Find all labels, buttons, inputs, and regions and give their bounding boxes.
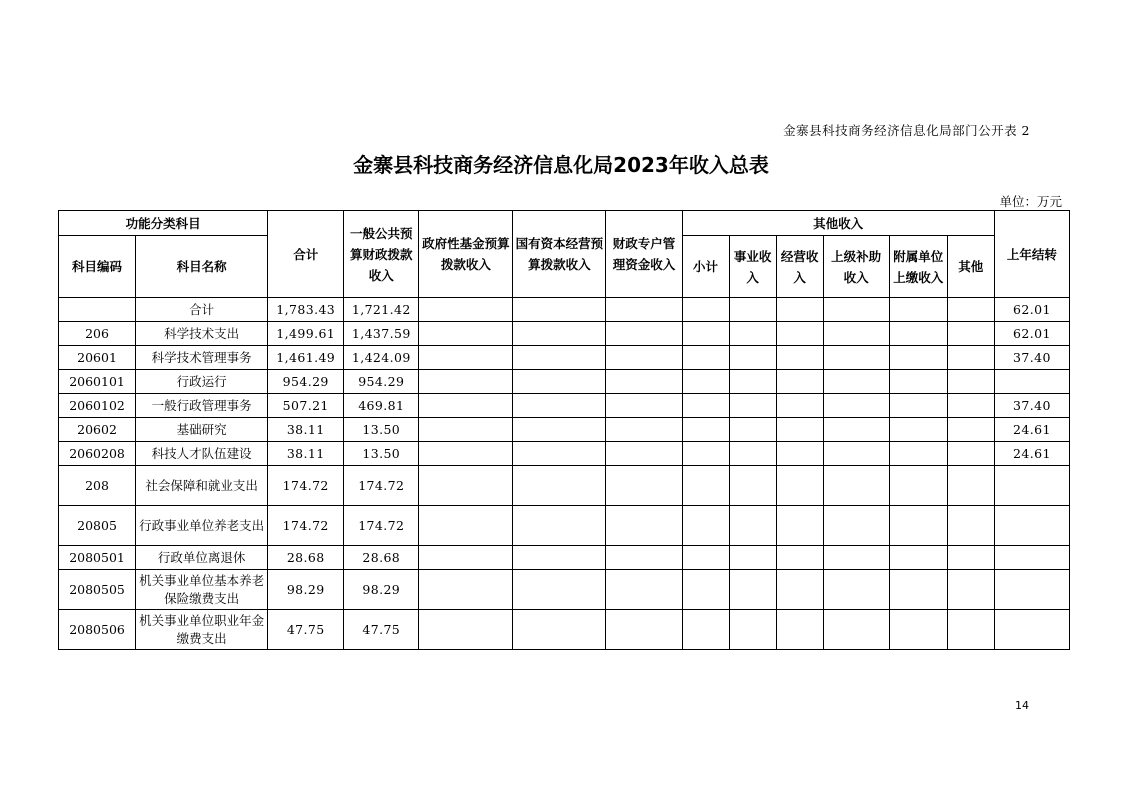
cell-empty	[776, 570, 823, 610]
cell-empty	[947, 546, 994, 570]
cell-code: 208	[59, 466, 136, 506]
cell-empty	[776, 298, 823, 322]
cell-general: 13.50	[344, 442, 419, 466]
header-note: 金寨县科技商务经济信息化局部门公开表 2	[783, 123, 1030, 138]
cell-carryover	[994, 506, 1069, 546]
cell-total: 28.68	[268, 546, 344, 570]
cell-empty	[729, 570, 776, 610]
table-row	[59, 610, 1070, 650]
table-row	[59, 546, 1070, 570]
cell-empty	[513, 570, 606, 610]
cell-code: 2080505	[59, 570, 136, 610]
cell-empty	[729, 298, 776, 322]
cell-empty	[419, 298, 513, 322]
cell-carryover	[994, 570, 1069, 610]
cell-empty	[776, 506, 823, 546]
cell-empty	[513, 394, 606, 418]
cell-empty	[419, 370, 513, 394]
cell-empty	[419, 394, 513, 418]
header-affiliated: 附属单位上缴收入	[889, 236, 947, 298]
cell-empty	[682, 298, 729, 322]
cell-carryover	[994, 466, 1069, 506]
cell-empty	[889, 442, 947, 466]
cell-empty	[606, 442, 682, 466]
cell-empty	[776, 418, 823, 442]
cell-empty	[889, 418, 947, 442]
cell-empty	[776, 610, 823, 650]
cell-empty	[513, 466, 606, 506]
cell-name: 行政单位离退休	[136, 546, 268, 570]
cell-empty	[682, 370, 729, 394]
table-row	[59, 442, 1070, 466]
cell-empty	[889, 394, 947, 418]
cell-empty	[682, 506, 729, 546]
cell-code	[59, 298, 136, 322]
header-total: 合计	[268, 211, 344, 298]
cell-empty	[419, 546, 513, 570]
cell-total: 47.75	[268, 610, 344, 650]
cell-general: 174.72	[344, 466, 419, 506]
table-row	[59, 346, 1070, 370]
cell-empty	[513, 610, 606, 650]
cell-code: 2060101	[59, 370, 136, 394]
cell-name: 科学技术管理事务	[136, 346, 268, 370]
cell-empty	[606, 546, 682, 570]
cell-empty	[513, 346, 606, 370]
cell-total: 38.11	[268, 442, 344, 466]
cell-name: 行政事业单位养老支出	[136, 506, 268, 546]
table-row	[59, 506, 1070, 546]
cell-carryover	[994, 370, 1069, 394]
cell-code: 20601	[59, 346, 136, 370]
cell-empty	[729, 322, 776, 346]
cell-empty	[889, 346, 947, 370]
cell-total: 954.29	[268, 370, 344, 394]
cell-empty	[606, 610, 682, 650]
cell-empty	[729, 418, 776, 442]
cell-empty	[606, 506, 682, 546]
cell-empty	[513, 370, 606, 394]
cell-total: 1,783.43	[268, 298, 344, 322]
cell-name: 合计	[136, 298, 268, 322]
cell-empty	[419, 346, 513, 370]
cell-empty	[823, 442, 889, 466]
cell-empty	[606, 418, 682, 442]
header-carryover: 上年结转	[994, 211, 1069, 298]
cell-carryover	[994, 546, 1069, 570]
cell-name: 基础研究	[136, 418, 268, 442]
cell-empty	[889, 546, 947, 570]
cell-empty	[606, 370, 682, 394]
cell-empty	[606, 394, 682, 418]
cell-empty	[682, 570, 729, 610]
cell-code: 20805	[59, 506, 136, 546]
cell-empty	[823, 322, 889, 346]
cell-empty	[823, 418, 889, 442]
cell-general: 469.81	[344, 394, 419, 418]
cell-empty	[947, 442, 994, 466]
cell-empty	[947, 322, 994, 346]
cell-code: 2060208	[59, 442, 136, 466]
cell-general: 954.29	[344, 370, 419, 394]
cell-empty	[823, 546, 889, 570]
header-func-group: 功能分类科目	[59, 211, 268, 236]
cell-empty	[823, 370, 889, 394]
cell-empty	[889, 506, 947, 546]
cell-total: 507.21	[268, 394, 344, 418]
cell-empty	[823, 570, 889, 610]
cell-total: 38.11	[268, 418, 344, 442]
header-name: 科目名称	[136, 236, 268, 298]
table-row	[59, 394, 1070, 418]
header-general: 一般公共预算财政拨款收入	[344, 211, 419, 298]
cell-total: 1,461.49	[268, 346, 344, 370]
cell-empty	[729, 546, 776, 570]
cell-empty	[889, 610, 947, 650]
cell-empty	[513, 442, 606, 466]
cell-name: 行政运行	[136, 370, 268, 394]
income-table	[58, 210, 1070, 650]
cell-empty	[729, 442, 776, 466]
cell-empty	[823, 466, 889, 506]
cell-empty	[947, 394, 994, 418]
cell-carryover: 62.01	[994, 298, 1069, 322]
cell-empty	[682, 322, 729, 346]
cell-total: 174.72	[268, 466, 344, 506]
cell-empty	[776, 466, 823, 506]
page-title: 金寨县科技商务经济信息化局2023年收入总表	[353, 153, 769, 177]
cell-empty	[729, 346, 776, 370]
cell-carryover: 37.40	[994, 394, 1069, 418]
header-other-group: 其他收入	[682, 211, 994, 236]
cell-empty	[606, 346, 682, 370]
cell-empty	[419, 506, 513, 546]
cell-empty	[419, 418, 513, 442]
cell-empty	[513, 322, 606, 346]
header-state-capital: 国有资本经营预算拨款收入	[513, 211, 606, 298]
cell-empty	[513, 418, 606, 442]
cell-general: 28.68	[344, 546, 419, 570]
cell-empty	[729, 610, 776, 650]
cell-carryover: 24.61	[994, 418, 1069, 442]
cell-empty	[823, 394, 889, 418]
cell-empty	[513, 546, 606, 570]
cell-name: 机关事业单位职业年金缴费支出	[136, 610, 268, 650]
cell-general: 1,424.09	[344, 346, 419, 370]
cell-empty	[419, 610, 513, 650]
cell-name: 科学技术支出	[136, 322, 268, 346]
cell-empty	[419, 570, 513, 610]
header-gov-fund: 政府性基金预算拨款收入	[419, 211, 513, 298]
cell-empty	[776, 394, 823, 418]
cell-empty	[776, 322, 823, 346]
table-row	[59, 370, 1070, 394]
cell-empty	[947, 370, 994, 394]
cell-empty	[419, 466, 513, 506]
cell-empty	[889, 322, 947, 346]
header-others: 其他	[947, 236, 994, 298]
cell-empty	[682, 394, 729, 418]
cell-empty	[682, 418, 729, 442]
cell-empty	[776, 346, 823, 370]
cell-empty	[947, 506, 994, 546]
cell-empty	[823, 506, 889, 546]
cell-empty	[889, 570, 947, 610]
cell-general: 47.75	[344, 610, 419, 650]
cell-empty	[682, 610, 729, 650]
cell-total: 98.29	[268, 570, 344, 610]
cell-empty	[889, 298, 947, 322]
cell-general: 13.50	[344, 418, 419, 442]
cell-general: 1,437.59	[344, 322, 419, 346]
cell-carryover: 37.40	[994, 346, 1069, 370]
cell-empty	[776, 370, 823, 394]
cell-empty	[947, 298, 994, 322]
table-row	[59, 418, 1070, 442]
cell-empty	[606, 570, 682, 610]
cell-empty	[513, 298, 606, 322]
page-number: 14	[1015, 699, 1029, 712]
table-row	[59, 466, 1070, 506]
cell-name: 科技人才队伍建设	[136, 442, 268, 466]
cell-empty	[513, 506, 606, 546]
header-business: 事业收入	[729, 236, 776, 298]
cell-empty	[729, 394, 776, 418]
cell-empty	[776, 546, 823, 570]
header-code: 科目编码	[59, 236, 136, 298]
cell-code: 206	[59, 322, 136, 346]
cell-total: 1,499.61	[268, 322, 344, 346]
cell-empty	[947, 346, 994, 370]
table-row	[59, 570, 1070, 610]
header-subtotal: 小计	[682, 236, 729, 298]
cell-empty	[823, 610, 889, 650]
cell-carryover: 24.61	[994, 442, 1069, 466]
cell-empty	[419, 442, 513, 466]
cell-empty	[606, 298, 682, 322]
cell-general: 1,721.42	[344, 298, 419, 322]
cell-empty	[947, 418, 994, 442]
cell-empty	[729, 370, 776, 394]
cell-empty	[729, 506, 776, 546]
cell-empty	[947, 570, 994, 610]
header-fiscal-special: 财政专户管理资金收入	[606, 211, 682, 298]
cell-empty	[729, 466, 776, 506]
cell-code: 20602	[59, 418, 136, 442]
cell-empty	[947, 466, 994, 506]
cell-empty	[682, 546, 729, 570]
cell-empty	[606, 466, 682, 506]
cell-empty	[823, 298, 889, 322]
cell-name: 一般行政管理事务	[136, 394, 268, 418]
cell-code: 2080506	[59, 610, 136, 650]
cell-carryover: 62.01	[994, 322, 1069, 346]
cell-empty	[889, 370, 947, 394]
unit-label: 单位：万元	[999, 194, 1062, 209]
cell-code: 2060102	[59, 394, 136, 418]
cell-empty	[889, 466, 947, 506]
cell-name: 机关事业单位基本养老保险缴费支出	[136, 570, 268, 610]
cell-empty	[682, 346, 729, 370]
cell-general: 98.29	[344, 570, 419, 610]
table-row	[59, 322, 1070, 346]
cell-empty	[947, 610, 994, 650]
cell-total: 174.72	[268, 506, 344, 546]
cell-empty	[776, 442, 823, 466]
cell-empty	[419, 322, 513, 346]
cell-empty	[606, 322, 682, 346]
table-row	[59, 298, 1070, 322]
cell-carryover	[994, 610, 1069, 650]
cell-empty	[823, 346, 889, 370]
cell-code: 2080501	[59, 546, 136, 570]
cell-general: 174.72	[344, 506, 419, 546]
cell-empty	[682, 466, 729, 506]
cell-empty	[682, 442, 729, 466]
cell-name: 社会保障和就业支出	[136, 466, 268, 506]
header-operating: 经营收入	[776, 236, 823, 298]
header-subsidy: 上级补助收入	[823, 236, 889, 298]
